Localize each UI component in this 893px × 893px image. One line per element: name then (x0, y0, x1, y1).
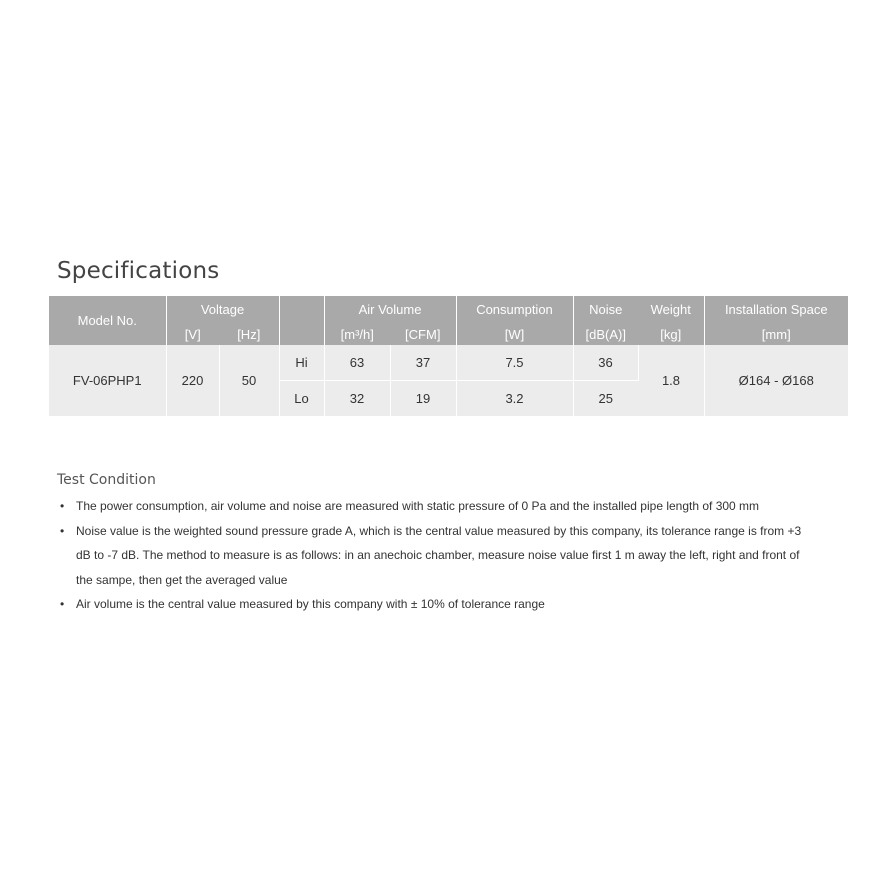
cell-noise: 36 (573, 345, 638, 381)
bullet-icon: • (60, 499, 65, 513)
cell-cfm: 19 (390, 381, 456, 417)
cell-m3h: 63 (324, 345, 390, 381)
header-mode (279, 296, 324, 345)
list-item (57, 592, 817, 617)
specifications-table (49, 296, 848, 417)
unit-kg: [kg] (638, 323, 704, 345)
list-item-text: Air volume is the central value measured by this company with ± 10% of tolerance range (76, 597, 545, 611)
cell-m3h: 32 (324, 381, 390, 417)
header-consumption: Consumption (456, 296, 573, 323)
header-weight: Weight (638, 296, 704, 323)
header-noise: Noise (573, 296, 638, 323)
unit-m3h: [m³/h] (324, 323, 390, 345)
header-installation: Installation Space (704, 296, 848, 323)
list-item (57, 519, 817, 593)
unit-cfm: [CFM] (390, 323, 456, 345)
cell-hz: 50 (219, 345, 279, 417)
unit-hz: [Hz] (219, 323, 279, 345)
cell-voltage: 220 (166, 345, 219, 417)
header-air-volume: Air Volume (324, 296, 456, 323)
header-voltage: Voltage (166, 296, 279, 323)
unit-row (49, 323, 848, 345)
header-row (49, 296, 848, 323)
header-model: Model No. (49, 296, 166, 345)
cell-consumption: 7.5 (456, 345, 573, 381)
bullet-icon: • (60, 523, 65, 538)
cell-installation: Ø164 - Ø168 (704, 345, 848, 417)
cell-mode: Hi (279, 345, 324, 381)
list-item-text: The power consumption, air volume and noise are measured with static pressure of 0 Pa and the installed pipe length of 300 mm (76, 499, 760, 513)
list-item (57, 494, 817, 519)
test-condition-list (57, 494, 817, 617)
unit-dba: [dB(A)] (573, 323, 638, 345)
cell-model: FV-06PHP1 (49, 345, 166, 417)
cell-consumption: 3.2 (456, 381, 573, 417)
unit-mm: [mm] (704, 323, 848, 345)
page-title: Specifications (57, 258, 220, 284)
table-row (49, 345, 848, 381)
unit-w: [W] (456, 323, 573, 345)
list-item-text: Noise value is the weighted sound pressure grade A, which is the central value measured by this company, its tolerance range is from +3 dB to -7 dB. The method to measure is as follows: in an anechoic chamber, measure noise value first 1 m away the left, right and front of the sampe, then get the averaged value (76, 523, 802, 587)
cell-mode: Lo (279, 381, 324, 417)
cell-cfm: 37 (390, 345, 456, 381)
unit-v: [V] (166, 323, 219, 345)
cell-weight: 1.8 (638, 345, 704, 417)
test-condition-heading: Test Condition (57, 472, 156, 488)
bullet-icon: • (60, 597, 65, 611)
cell-noise: 25 (573, 381, 638, 417)
